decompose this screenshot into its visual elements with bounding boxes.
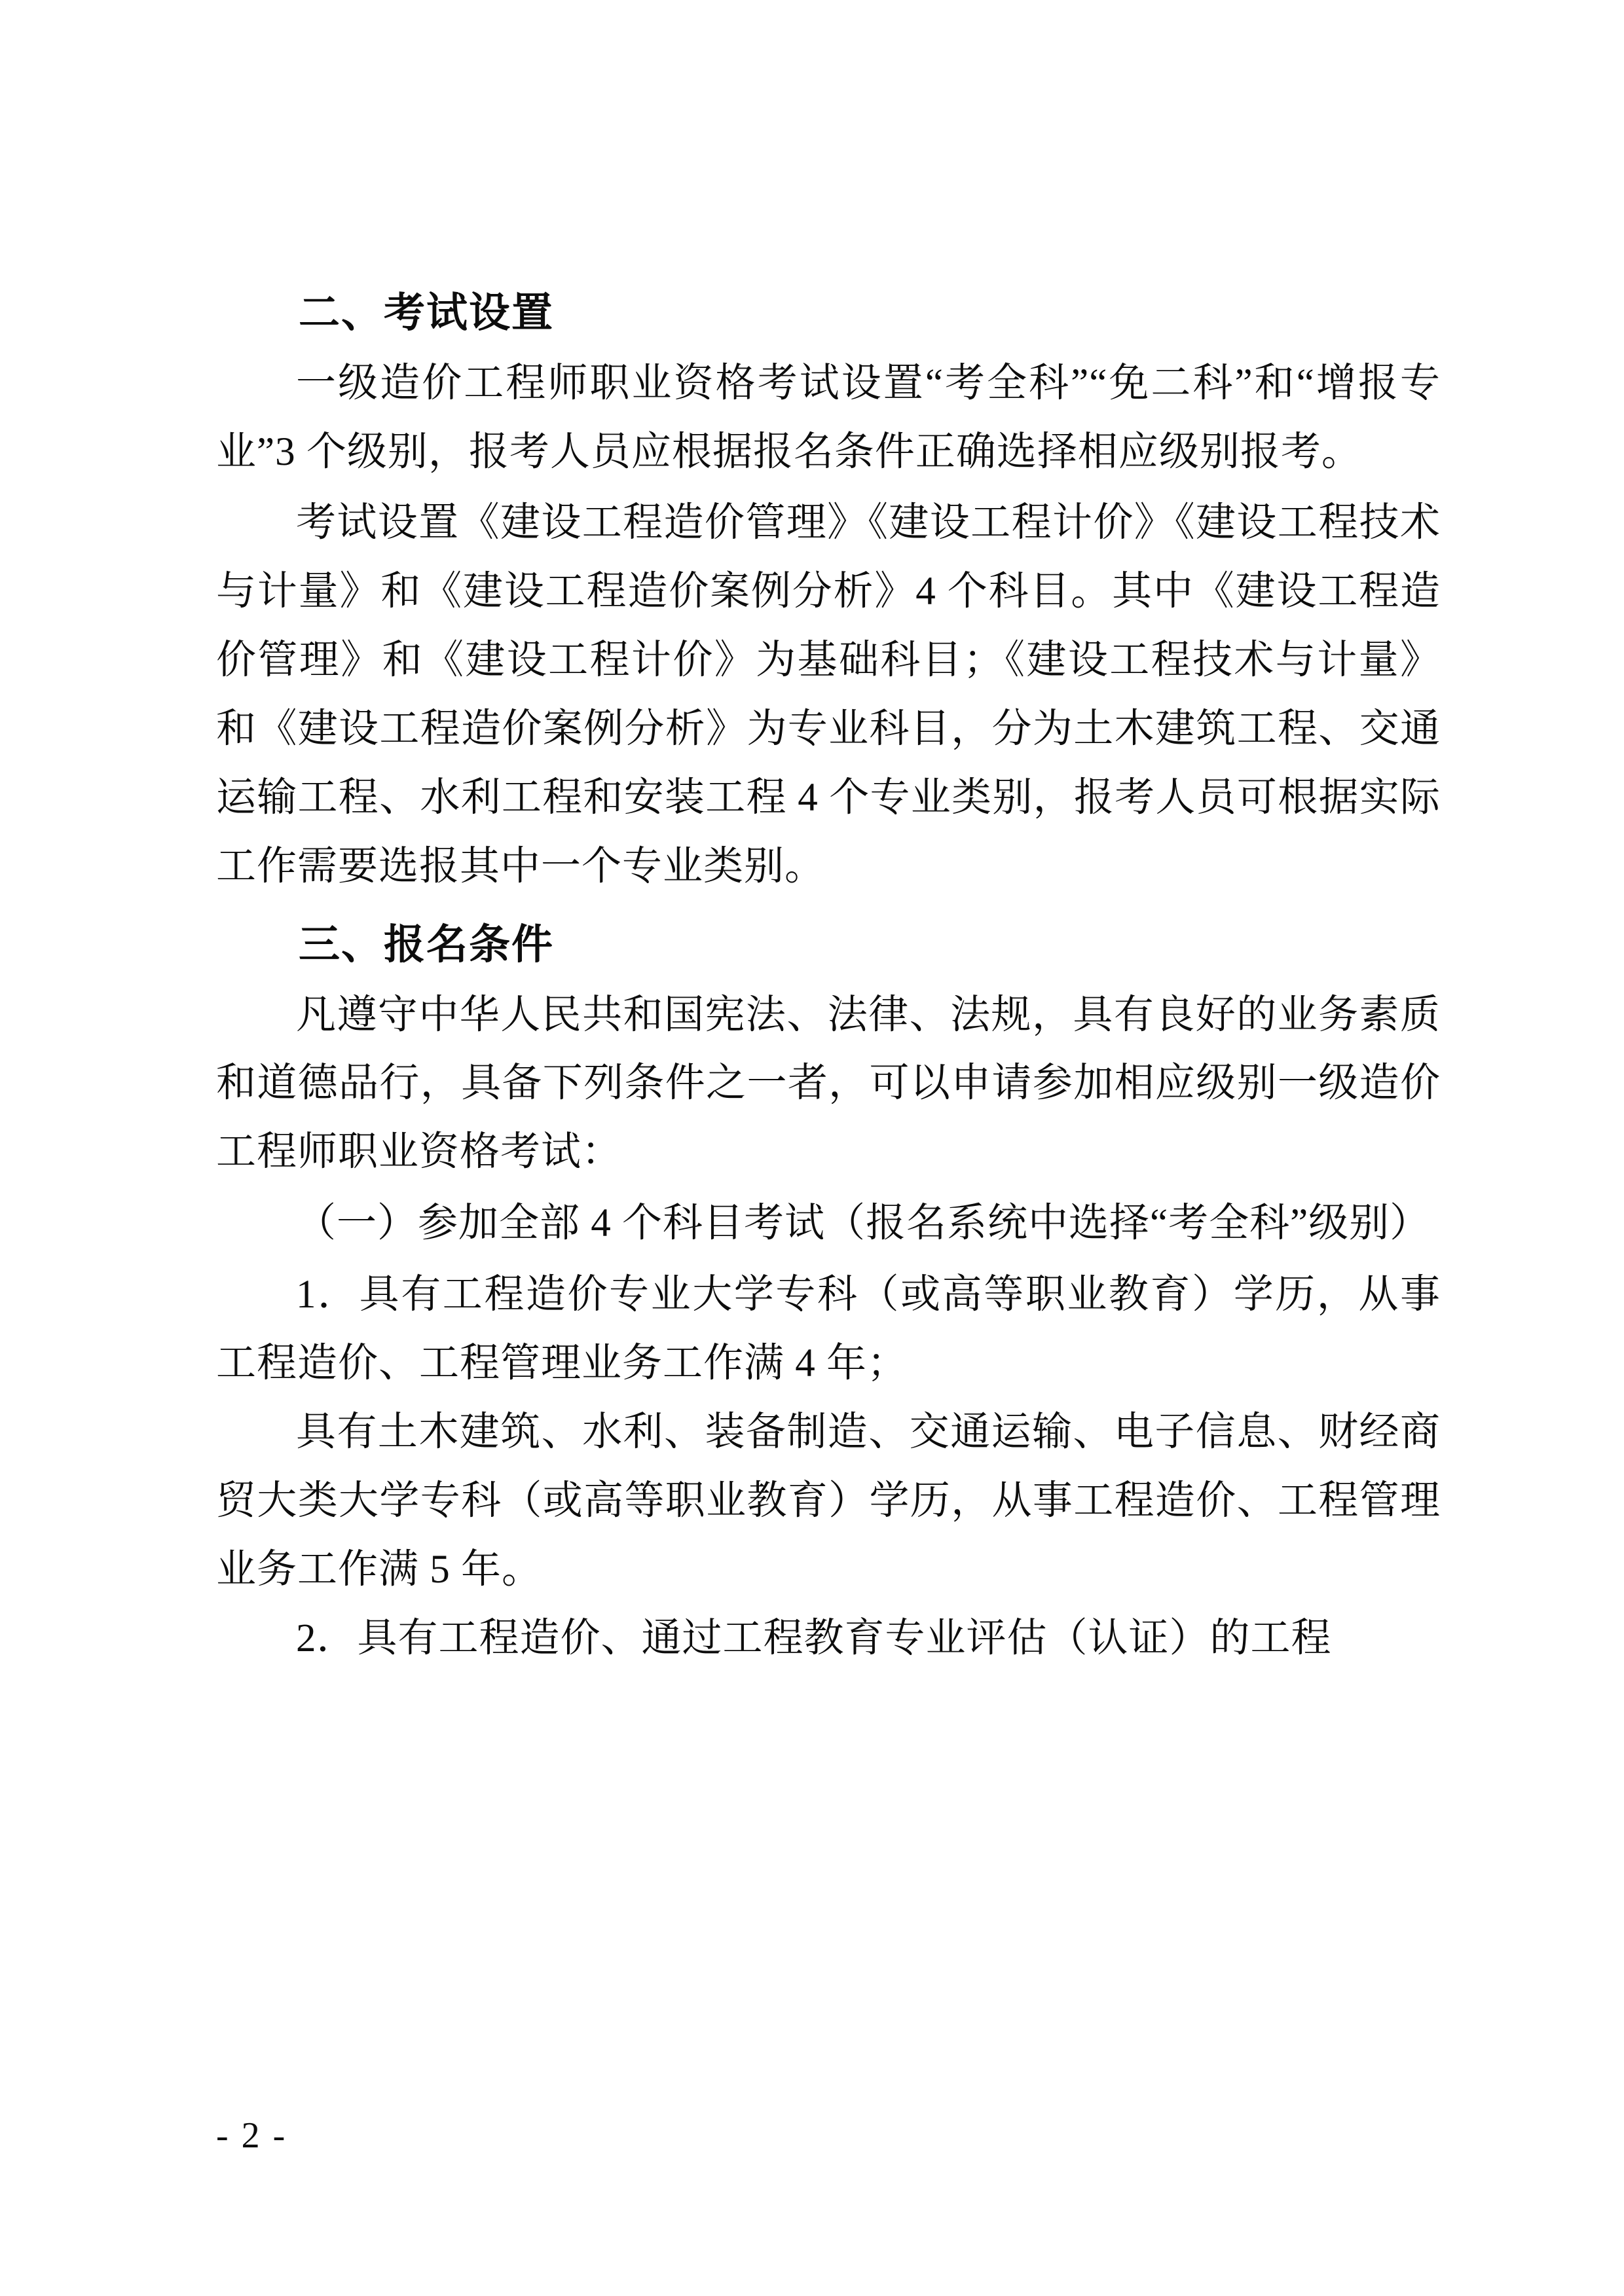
section-heading-exam-setup: 二、考试设置 [299,290,554,336]
page-number: - 2 - [216,2115,287,2156]
paragraph-exam-levels: 一级造价工程师职业资格考试设置“考全科”“免二科”和“增报专业”3 个级别，报考人员应根据报名条件正确选择相应级别报考。 [216,361,1441,474]
paragraph-exam-subjects: 考试设置《建设工程造价管理》《建设工程计价》《建设工程技术与计量》和《建设工程造价案例分析》4 个科目。其中《建设工程造价管理》和《建设工程计价》为基础科目；《建设工程技术与计量》和《建设工程造价案例分析》为专业科目，分为土木建筑工程、交通运输工程、水利工程和安装工程 4 个专业类别，报考人员可根据实际工作需要选报其中一个专业类别。 [216,501,1441,888]
section-heading-registration-conditions: 三、报名条件 [299,921,554,968]
document-body [216,282,1441,1676]
paragraph-condition-1a: 1．具有工程造价专业大学专科（或高等职业教育）学历，从事工程造价、工程管理业务工作满 4 年； [216,1273,1441,1386]
paragraph-item-one-all-subjects: （一）参加全部 4 个科目考试（报名系统中选择“考全科”级别） [296,1201,1431,1246]
paragraph-condition-2: 2．具有工程造价、通过工程教育专业评估（认证）的工程 [296,1616,1332,1660]
paragraph-general-requirements: 凡遵守中华人民共和国宪法、法律、法规，具有良好的业务素质和道德品行，具备下列条件之一者，可以申请参加相应级别一级造价工程师职业资格考试： [216,993,1441,1175]
paragraph-condition-1b: 具有土木建筑、水利、装备制造、交通运输、电子信息、财经商贸大类大学专科（或高等职业教育）学历，从事工程造价、工程管理业务工作满 5 年。 [216,1410,1441,1592]
section-spacer [216,904,1441,913]
